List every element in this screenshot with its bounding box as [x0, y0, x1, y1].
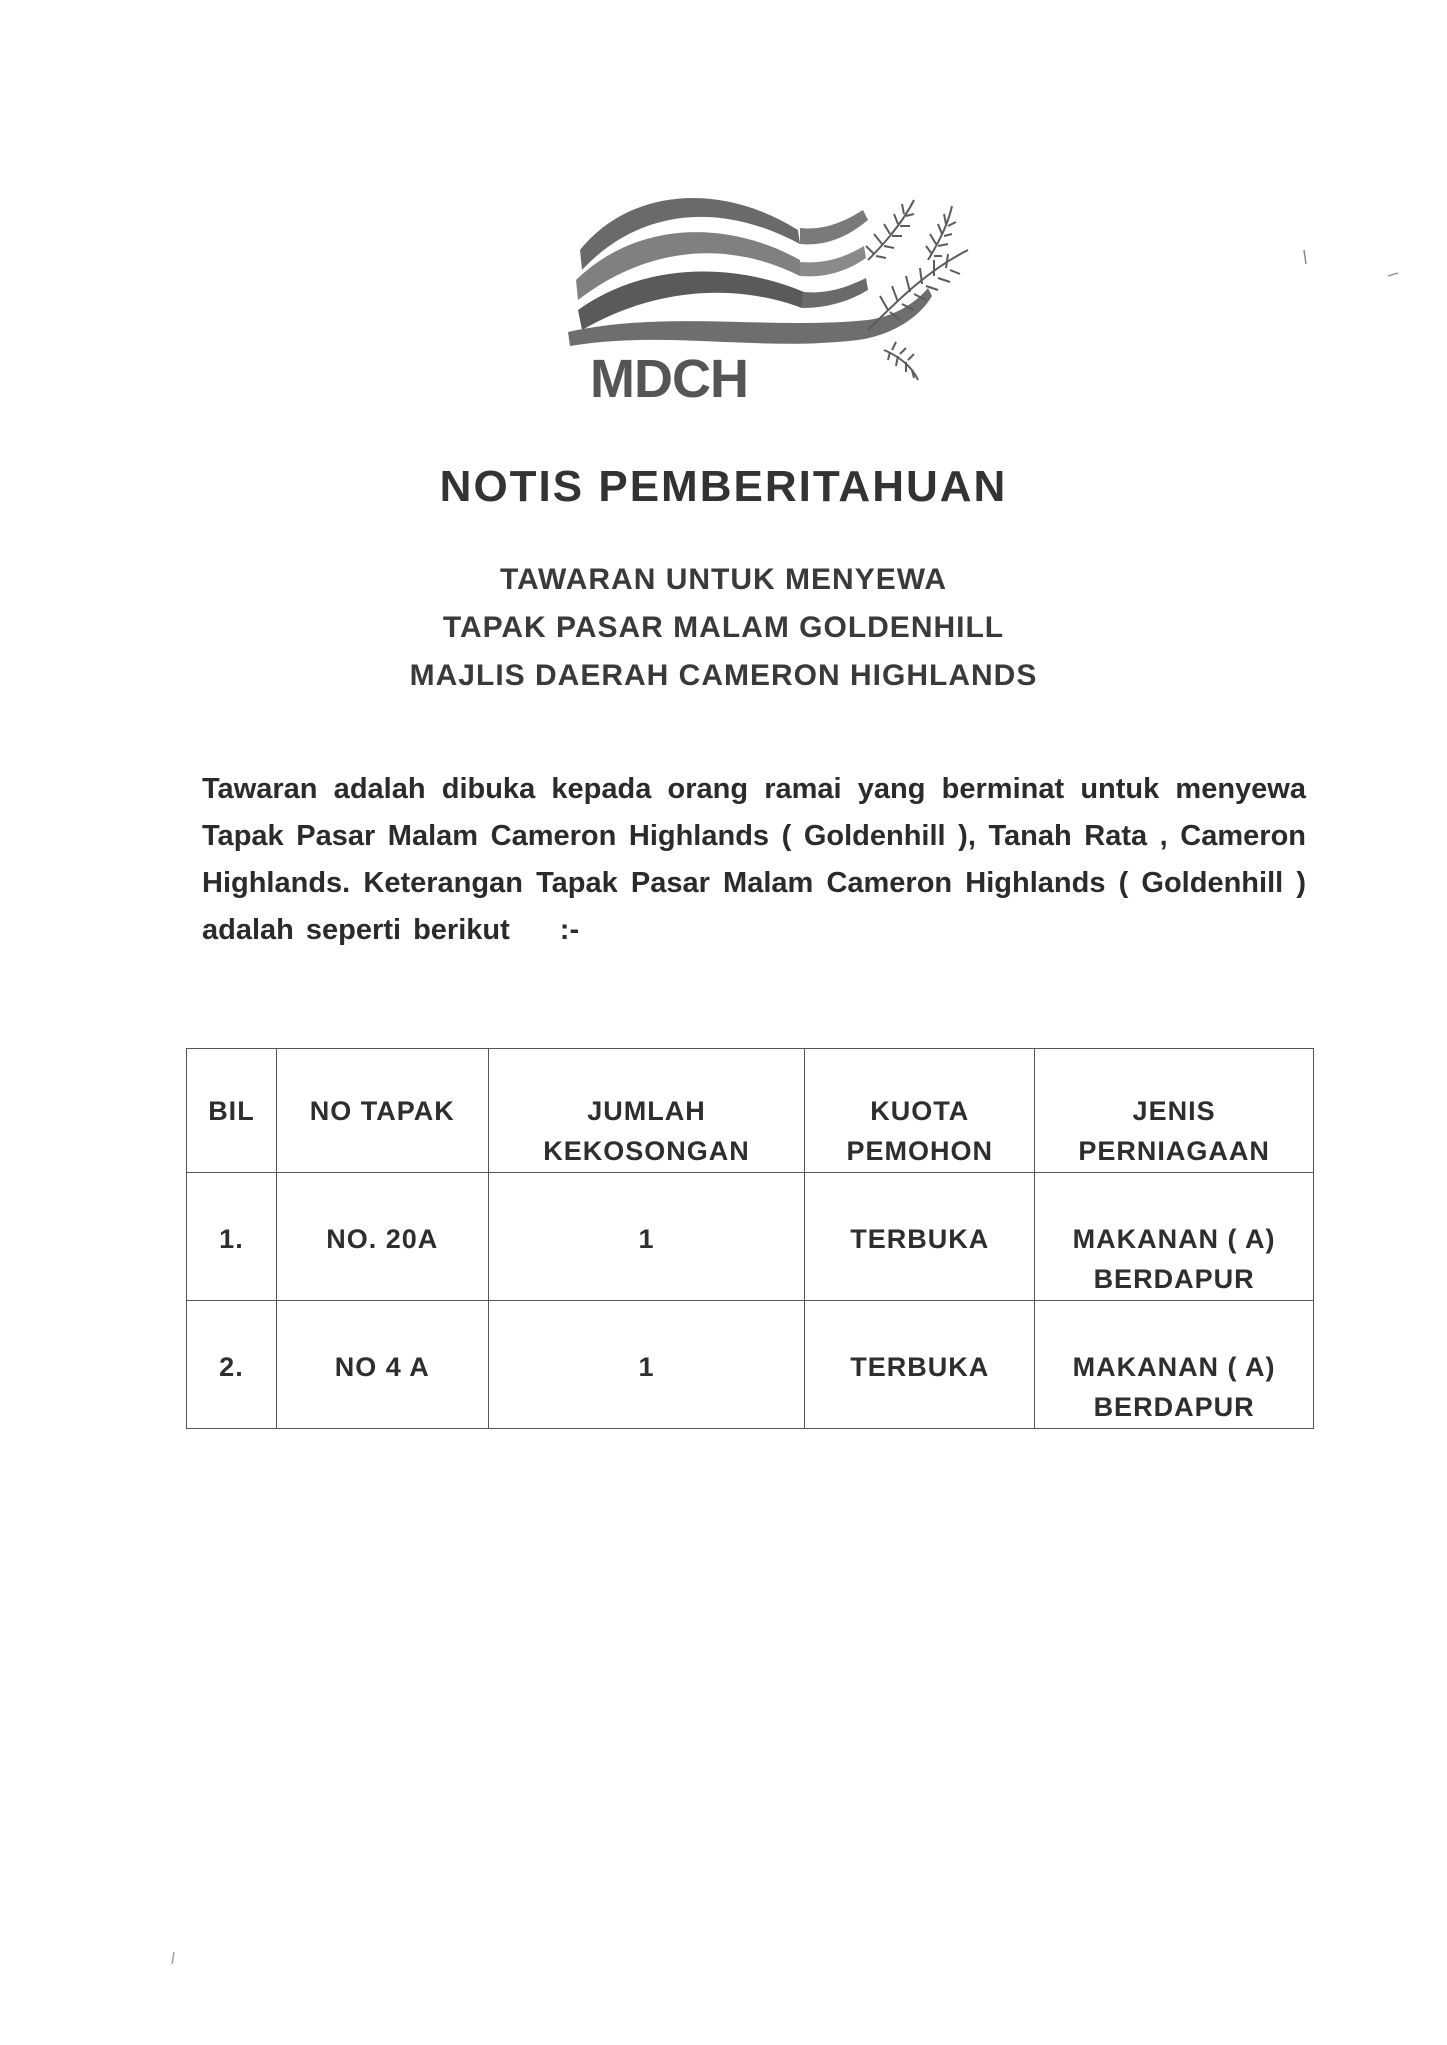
cell-jumlah: 1 — [488, 1301, 805, 1429]
header-jenis-perniagaan: JENIS PERNIAGAAN — [1035, 1049, 1314, 1173]
scan-speck-icon — [168, 1950, 180, 1970]
scan-speck-icon — [1386, 270, 1406, 280]
site-table — [186, 1048, 1314, 1429]
notice-title: NOTIS PEMBERITAHUAN — [439, 462, 1008, 511]
scan-speck-icon — [1300, 246, 1330, 286]
paragraph-text: Tawaran adalah dibuka kepada orang ramai yang berminat untuk menyewa Tapak Pasar Malam Cameron Highlands ( Goldenhill ), Tanah Rata , Cameron Highlands. Keterangan Tapak Pasar Malam Cameron Highlands ( Goldenhill ) adalah seperti berikut — [202, 773, 1306, 946]
cell-kuota: TERBUKA — [805, 1173, 1035, 1301]
notice-paragraph — [202, 766, 1306, 954]
cell-bil: 1. — [187, 1173, 277, 1301]
cell-jenis: MAKANAN ( A) BERDAPUR — [1035, 1301, 1314, 1429]
header-no-tapak: NO TAPAK — [276, 1049, 488, 1173]
paragraph-tail: :- — [559, 914, 580, 946]
cell-no-tapak: NO. 20A — [276, 1173, 488, 1301]
subtitle-line-3: MAJLIS DAERAH CAMERON HIGHLANDS — [409, 659, 1038, 692]
subtitle-line-1: TAWARAN UNTUK MENYEWA — [499, 563, 948, 596]
header-jumlah-kekosongan: JUMLAH KEKOSONGAN — [488, 1049, 805, 1173]
cell-jenis: MAKANAN ( A) BERDAPUR — [1035, 1173, 1314, 1301]
cell-kuota: TERBUKA — [805, 1301, 1035, 1429]
header-bil: BIL — [187, 1049, 277, 1173]
notice-subtitle — [0, 556, 1447, 700]
table-row — [187, 1173, 1314, 1301]
subtitle-line-2: TAPAK PASAR MALAM GOLDENHILL — [442, 611, 1005, 644]
logo-text: MDCH — [590, 349, 748, 409]
header-kuota-pemohon: KUOTA PEMOHON — [805, 1049, 1035, 1173]
cell-bil: 2. — [187, 1301, 277, 1429]
table-header-row — [187, 1049, 1314, 1173]
table-row — [187, 1301, 1314, 1429]
cell-no-tapak: NO 4 A — [276, 1301, 488, 1429]
cell-jumlah: 1 — [488, 1173, 805, 1301]
